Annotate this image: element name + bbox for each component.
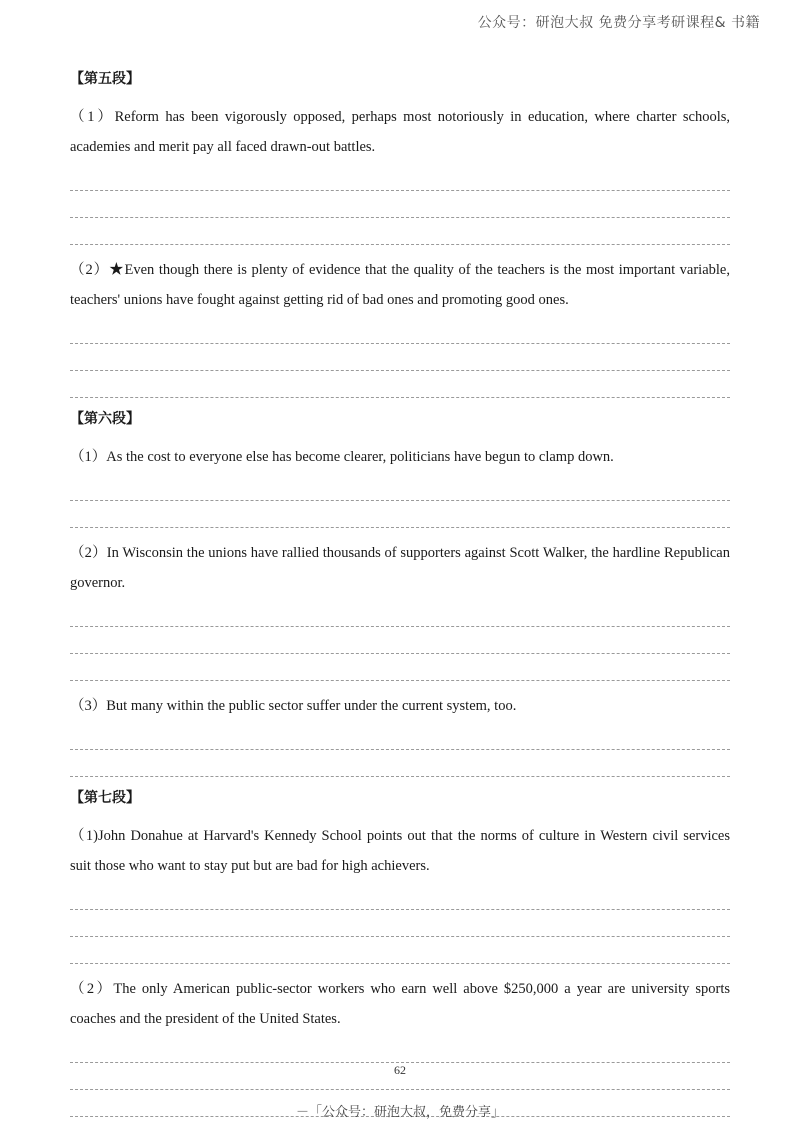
page-number: 62 (394, 1063, 406, 1077)
answer-line (70, 937, 730, 964)
sentence-text: （1）Reform has been vigorously opposed, perhaps most notoriously in education, where charter schools, academies and merit pay all faced drawn-out battles. (70, 109, 730, 155)
sentence-block (70, 691, 730, 777)
answer-line (70, 218, 730, 245)
answer-line (70, 164, 730, 191)
sentence-block (70, 821, 730, 964)
section-title: 【第六段】 (70, 411, 140, 427)
sentence-text: （2）The only American public-sector workers who earn well above $250,000 a year are university sports coaches and the president of the United States. (70, 981, 730, 1027)
section-5 (70, 68, 730, 398)
answer-lines (70, 474, 730, 528)
answer-lines (70, 317, 730, 398)
answer-line (70, 750, 730, 777)
answer-line (70, 344, 730, 371)
answer-line (70, 191, 730, 218)
answer-line (70, 371, 730, 398)
sentence-text: （1）As the cost to everyone else has become clearer, politicians have begun to clamp down. (70, 449, 614, 465)
answer-lines (70, 164, 730, 245)
answer-line (70, 910, 730, 937)
section-title: 【第五段】 (70, 71, 140, 87)
sentence-text: （3）But many within the public sector suffer under the current system, too. (70, 698, 517, 714)
answer-line (70, 317, 730, 344)
answer-line (70, 600, 730, 627)
answer-line (70, 627, 730, 654)
answer-line (70, 474, 730, 501)
sentence-text: （2）★Even though there is plenty of evidence that the quality of the teachers is the most important variable, teachers' unions have fought against getting rid of bad ones and promoting good ones. (70, 262, 730, 308)
answer-line (70, 501, 730, 528)
answer-line (70, 654, 730, 681)
sentence-block (70, 102, 730, 245)
section-6 (70, 408, 730, 777)
answer-lines (70, 600, 730, 681)
answer-lines (70, 723, 730, 777)
answer-lines (70, 883, 730, 964)
section-title: 【第七段】 (70, 790, 140, 806)
sentence-text: （1)John Donahue at Harvard's Kennedy School points out that the norms of culture in Western civil services suit those who want to stay put but are bad for high achievers. (70, 828, 730, 874)
answer-line (70, 883, 730, 910)
sentence-block (70, 442, 730, 528)
sentence-block (70, 974, 730, 1117)
answer-line (70, 1036, 730, 1063)
sentence-block (70, 255, 730, 398)
sentence-block (70, 538, 730, 681)
document-body (70, 68, 730, 1127)
answer-line (70, 723, 730, 750)
page-header: 公众号：研泡大叔 免费分享考研课程& 书籍 (477, 15, 760, 31)
sentence-text: （2）In Wisconsin the unions have rallied thousands of supporters against Scott Walker, the hardline Republican governor. (70, 545, 730, 591)
page-footer: －「公众号：研泡大叔，免费分享」 (295, 1105, 504, 1120)
